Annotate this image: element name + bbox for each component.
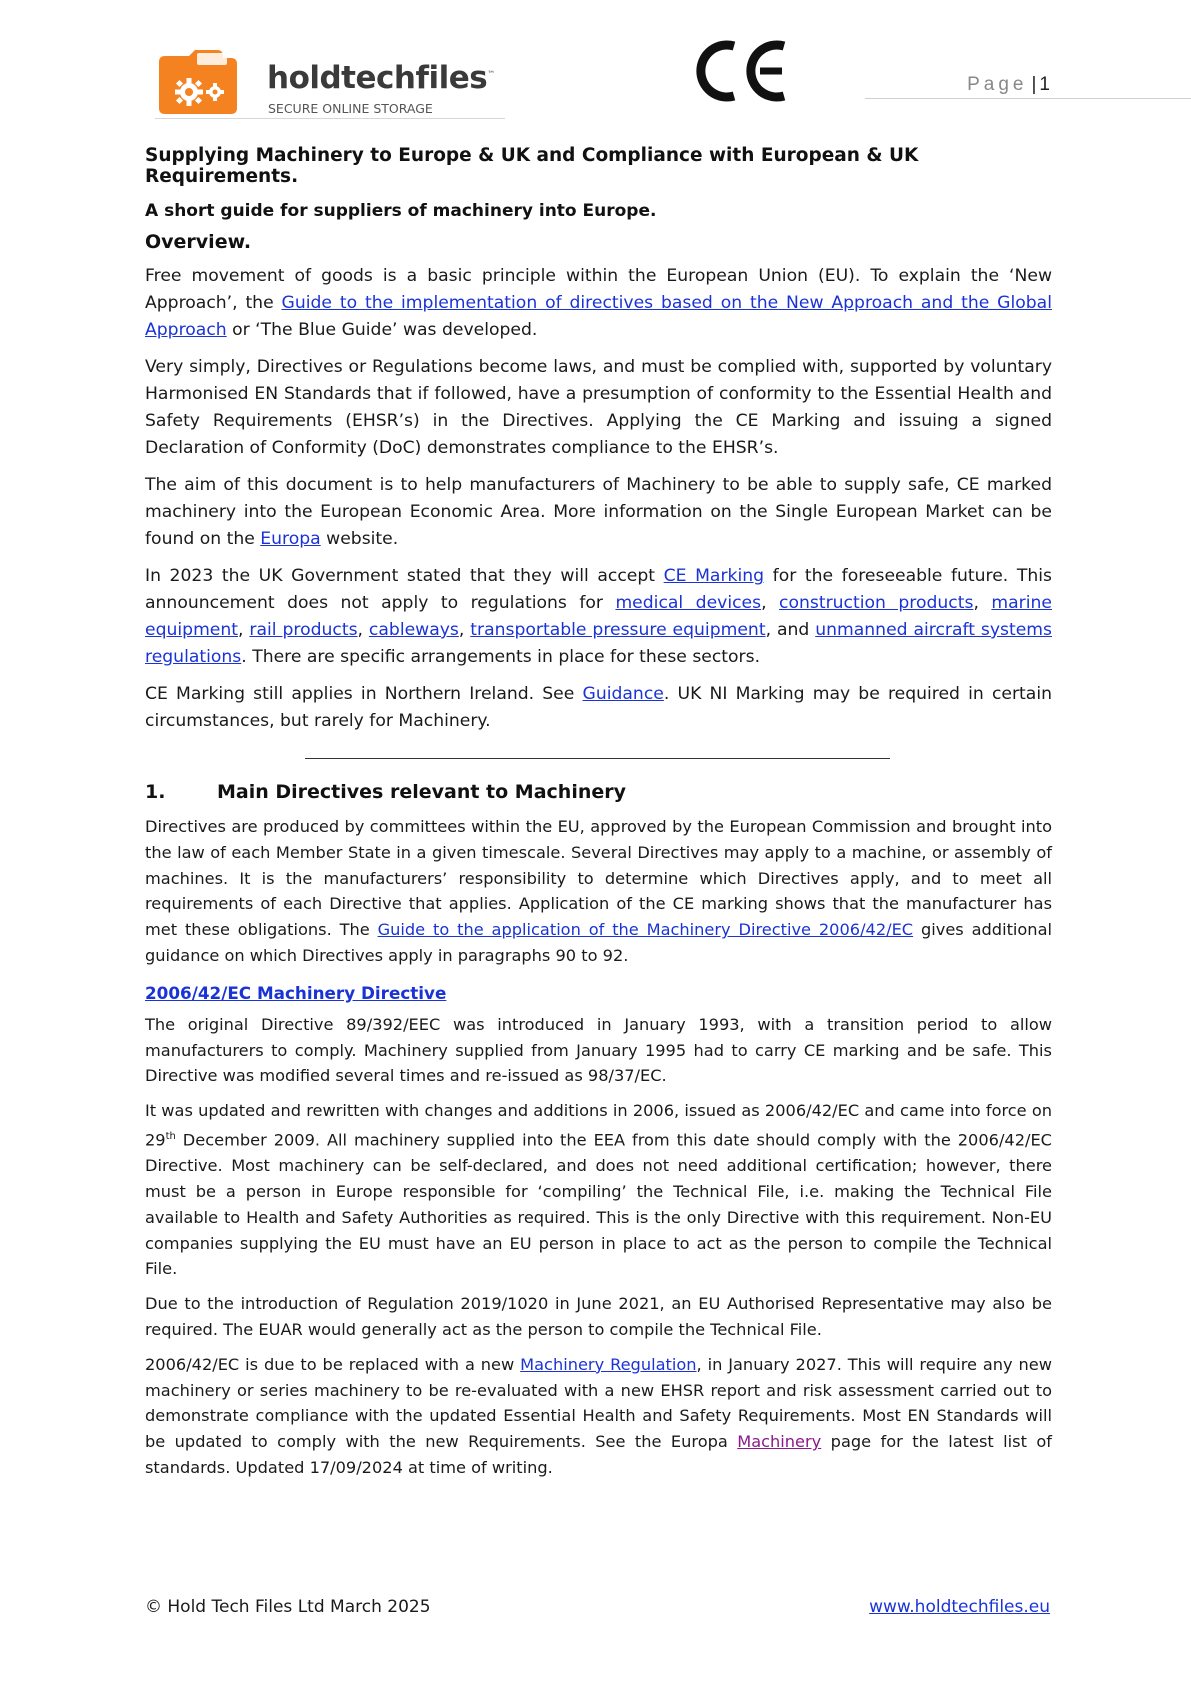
- overview-paragraph-3: The aim of this document is to help manufacturers of Machinery to be able to supply safe, CE marked machinery into the European Economic Area. More information on the Single European Market can be found on the Europa website.: [145, 475, 1052, 549]
- europa-link[interactable]: Europa: [260, 529, 321, 549]
- logo-underline: [155, 118, 505, 119]
- machinery-directive-guide-link[interactable]: Guide to the application of the Machinery Directive 2006/42/EC: [377, 920, 914, 940]
- machinery-directive-heading: [145, 983, 1052, 1003]
- document-body: [145, 145, 1052, 1490]
- overview-paragraph-2: Very simply, Directives or Regulations become laws, and must be complied with, supported by voluntary Harmonised EN Standards that if followed, have a presumption of conformity to the Essential Health and Safety Requirements (EHSR’s) in the Directives. Applying the CE Marking and issuing a signed Declaration of Conformity (DoC) demonstrates compliance to the EHSR’s.: [145, 357, 1052, 458]
- website-link[interactable]: www.holdtechfiles.eu: [869, 1597, 1050, 1617]
- medical-devices-link[interactable]: medical devices: [615, 593, 762, 613]
- blue-guide-link[interactable]: Guide to the implementation of directives based on the New Approach and the Global Approach: [145, 293, 1052, 340]
- marine-equipment-link[interactable]: marine equipment: [145, 593, 1052, 640]
- construction-products-link[interactable]: construction products: [779, 593, 974, 613]
- company-logo: [155, 48, 515, 122]
- overview-paragraph-1: Free movement of goods is a basic principle within the European Union (EU). To explain the ‘New Approach’, the Guide to the implementation of directives based on the New Approach and the Global Approach or ‘The Blue Guide’ was developed.: [145, 266, 1052, 340]
- page-number: Page | 1: [967, 74, 1050, 95]
- section-1-paragraph-1: Directives are produced by committees within the EU, approved by the European Commission and brought into the law of each Member State in a given timescale. Several Directives may apply to a machine, or assembly of machines. It is the manufacturers’ responsibility to determine which Directives apply, and to meet all requirements of each Directive that applies. Application of the CE marking shows that the manufacturer has met these obligations. The Guide to the application of the Machinery Directive 2006/42/EC gives additional guidance on which Directives apply in paragraphs 90 to 92.: [145, 817, 1052, 965]
- rail-products-link[interactable]: rail products: [249, 620, 358, 640]
- cableways-link[interactable]: cableways: [368, 620, 459, 640]
- logo-wordmark: holdtechfiles™: [267, 60, 495, 96]
- transportable-pressure-equipment-link[interactable]: transportable pressure equipment: [470, 620, 766, 640]
- ce-mark-icon: [690, 40, 790, 102]
- folder-gear-icon: [155, 48, 255, 114]
- europa-machinery-link[interactable]: Machinery: [737, 1432, 822, 1452]
- guidance-link[interactable]: Guidance: [582, 684, 664, 704]
- machinery-directive-link[interactable]: 2006/42/EC Machinery Directive: [145, 982, 447, 1003]
- overview-paragraph-4: In 2023 the UK Government stated that they will accept CE Marking for the foreseeable future. This announcement does not apply to regulations for medical devices, construction products, marine equipment, rail products, cableways, transportable pressure equipment, and unmanned aircraft systems regulations. There are specific arrangements in place for these sectors.: [145, 566, 1053, 667]
- document-subtitle: A short guide for suppliers of machinery into Europe.: [145, 201, 657, 221]
- section-1-heading: 1. Main Directives relevant to Machinery: [145, 781, 627, 803]
- logo-tagline: SECURE ONLINE STORAGE: [268, 101, 433, 116]
- overview-heading: Overview.: [145, 231, 252, 253]
- page-header: [145, 40, 1050, 120]
- section-1-paragraph-3: It was updated and rewritten with changes and additions in 2006, issued as 2006/42/EC and came into force on 29th December 2009. All machinery supplied into the EEA from this date should comply with the 2006/42/EC Directive. Most machinery can be self-declared, and does not need additional certification; however, there must be a person in Europe responsible for ‘compiling’ the Technical File, i.e. making the Technical File available to Health and Safety Authorities as required. This is the only Directive with this requirement. Non-EU companies supplying the EU must have an EU person in place to act as the person to compile the Technical File.: [145, 1101, 1052, 1279]
- copyright-text: © Hold Tech Files Ltd March 2025: [145, 1597, 431, 1617]
- machinery-regulation-link[interactable]: Machinery Regulation: [520, 1354, 697, 1374]
- unmanned-aircraft-link[interactable]: unmanned aircraft systems regulations: [145, 620, 1053, 667]
- overview-paragraph-5: CE Marking still applies in Northern Ireland. See Guidance. UK NI Marking may be required in certain circumstances, but rarely for Machinery.: [145, 684, 1052, 731]
- section-1-paragraph-4: Due to the introduction of Regulation 2019/1020 in June 2021, an EU Authorised Representative may also be required. The EUAR would generally act as the person to compile the Technical File.: [145, 1294, 1052, 1339]
- section-divider: [305, 758, 890, 759]
- header-rule: [865, 98, 1191, 99]
- section-1-paragraph-2: The original Directive 89/392/EEC was introduced in January 1993, with a transition period to allow manufacturers to comply. Machinery supplied from January 1995 had to carry CE marking and be safe. This Directive was modified several times and re-issued as 98/37/EC.: [145, 1014, 1052, 1086]
- document-title: Supplying Machinery to Europe & UK and Compliance with European & UK Requirements.: [145, 145, 919, 187]
- section-1-paragraph-5: 2006/42/EC is due to be replaced with a new Machinery Regulation, in January 2027. This will require any new machinery or series machinery to be re-evaluated with a new EHSR report and risk assessment carried out to demonstrate compliance with the updated Essential Health and Safety Requirements. Most EN Standards will be updated to comply with the new Requirements. See the Europa Machinery page for the latest list of standards. Updated 17/09/2024 at time of writing.: [145, 1354, 1052, 1477]
- ce-marking-link[interactable]: CE Marking: [663, 566, 765, 586]
